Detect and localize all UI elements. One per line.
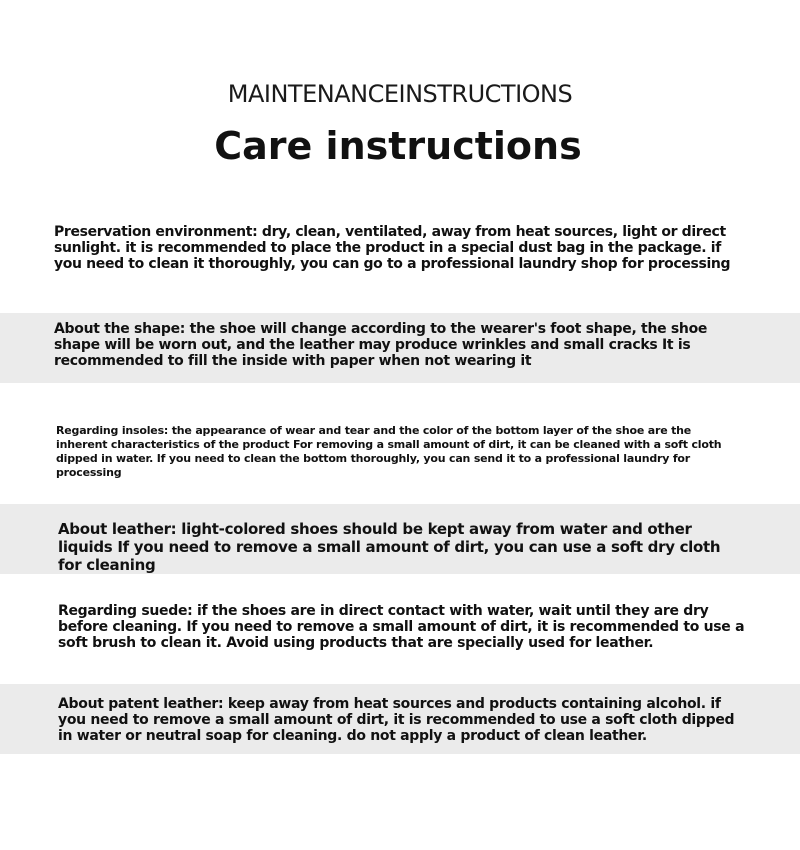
section-leather: About leather: light-colored shoes should be kept away from water and other liquids If you need to remove a small amount of dirt, you can use a soft dry cloth for cleaning <box>58 520 721 574</box>
section-shape: About the shape: the shoe will change according to the wearer's foot shape, the shoe shape will be worn out, and the leather may produce wrinkles and small cracks It is recommended to fill the inside with paper when not wearing it <box>54 321 708 369</box>
section-suede: Regarding suede: if the shoes are in direct contact with water, wait until they are dry before cleaning. If you need to remove a small amount of dirt, it is recommended to use a soft brush to clean it. Avoid using products that are specially used for leather. <box>58 603 745 651</box>
page-title: Care instructions <box>214 124 582 168</box>
section-patent-leather: About patent leather: keep away from heat sources and products containing alcohol. if you need to remove a small amount of dirt, it is recommended to use a soft cloth dipped in water or neutral soap for cleaning. do not apply a product of clean leather. <box>58 696 735 744</box>
section-insoles: Regarding insoles: the appearance of wear and tear and the color of the bottom layer of the shoe are the inherent characteristics of the product For removing a small amount of dirt, it can be cleaned with a soft cloth dipped in water. If you need to clean the bottom thoroughly, you can send it to a professional laundry for processing <box>56 424 722 479</box>
page-subtitle: MAINTENANCEINSTRUCTIONS <box>227 80 573 108</box>
section-preservation-environment: Preservation environment: dry, clean, ventilated, away from heat sources, light or direct sunlight. it is recommended to place the product in a special dust bag in the package. if you need to clean it thoroughly, you can go to a professional laundry shop for processing <box>54 224 731 272</box>
